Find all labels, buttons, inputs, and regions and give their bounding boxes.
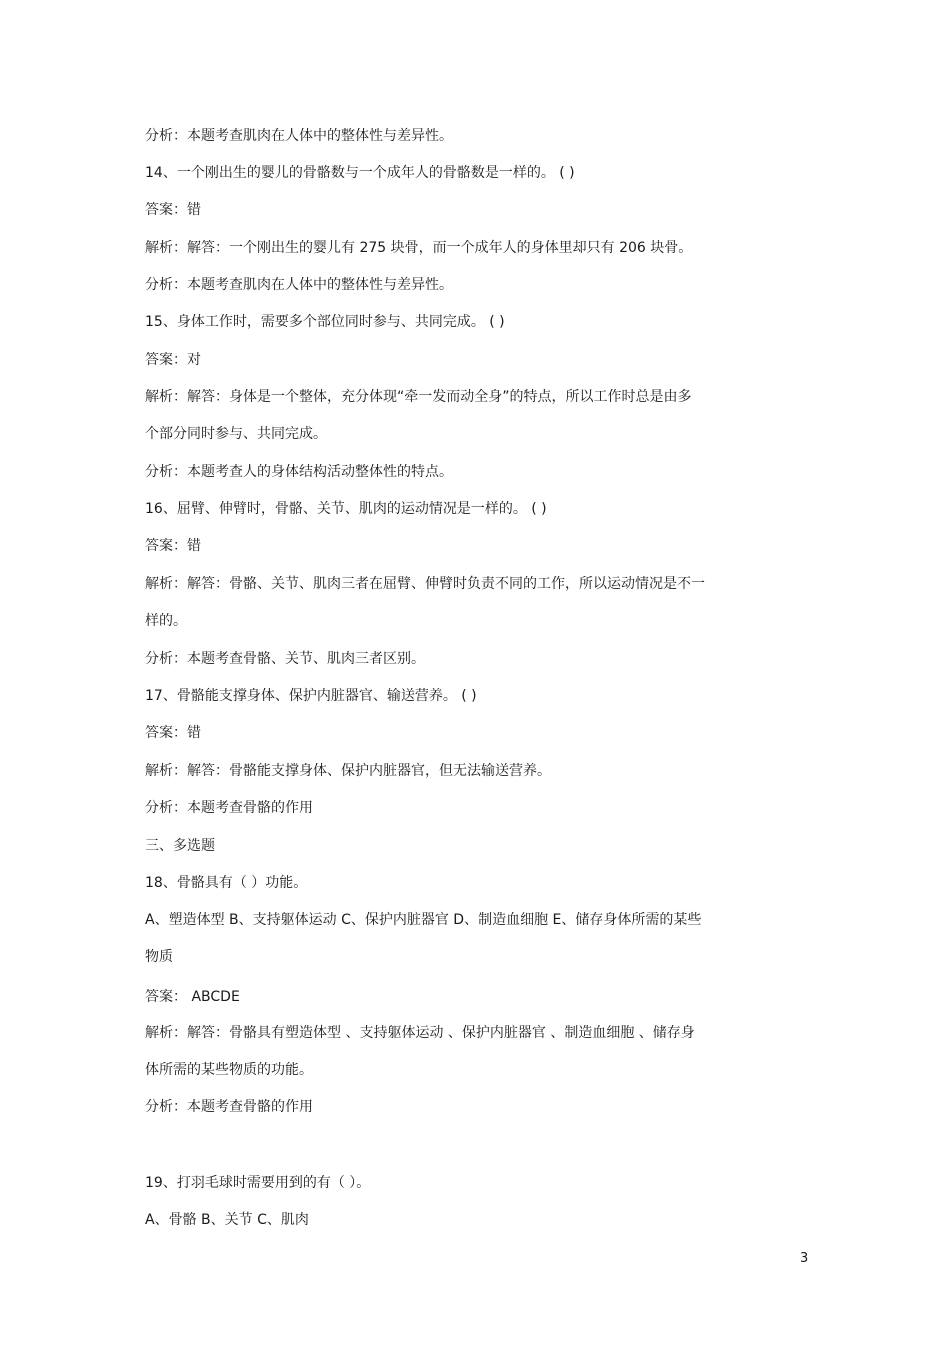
answer-14: 答案：错	[145, 202, 201, 218]
explanation-15-line-1: 解析：解答：身体是一个整体，充分体现“牵一发而动全身”的特点，所以工作时总是由多	[145, 389, 692, 405]
options-19: A、骨骼 B、关节 C、肌肉	[145, 1212, 309, 1228]
section-heading-multiple-choice: 三、多选题	[145, 838, 215, 854]
analysis-16: 分析：本题考查骨骼、关节、肌肉三者区别。	[145, 651, 425, 667]
options-18-line-2: 物质	[145, 949, 173, 965]
explanation-18-line-1: 解析：解答：骨骼具有塑造体型 、支持躯体运动 、保护内脏器官 、制造血细胞 、储存身	[145, 1025, 695, 1041]
answer-15: 答案：对	[145, 352, 201, 368]
explanation-18-line-2: 体所需的某些物质的功能。	[145, 1062, 313, 1078]
question-16: 16、屈臂、伸臂时，骨骼、关节、肌肉的运动情况是一样的。 ( )	[145, 501, 547, 517]
answer-16: 答案：错	[145, 538, 201, 554]
analysis-17: 分析：本题考查骨骼的作用	[145, 800, 313, 816]
options-18-line-1: A、塑造体型 B、支持躯体运动 C、保护内脏器官 D、制造血细胞 E、储存身体所需的某些	[145, 912, 702, 928]
answer-18: 答案： ABCDE	[145, 989, 240, 1005]
analysis-13: 分析：本题考查肌肉在人体中的整体性与差异性。	[145, 128, 453, 144]
analysis-18: 分析：本题考查骨骼的作用	[145, 1099, 313, 1115]
analysis-14: 分析：本题考查肌肉在人体中的整体性与差异性。	[145, 277, 453, 293]
question-19: 19、打羽毛球时需要用到的有（ ）。	[145, 1175, 371, 1191]
explanation-15-line-2: 个部分同时参与、共同完成。	[145, 426, 327, 442]
explanation-14: 解析：解答：一个刚出生的婴儿有 275 块骨，而一个成年人的身体里却只有 206 块骨。	[145, 240, 693, 256]
explanation-16-line-1: 解析：解答：骨骼、关节、肌肉三者在屈臂、伸臂时负责不同的工作，所以运动情况是不一	[145, 576, 705, 592]
question-17: 17、骨骼能支撑身体、保护内脏器官、输送营养。 ( )	[145, 688, 477, 704]
question-15: 15、身体工作时，需要多个部位同时参与、共同完成。 ( )	[145, 314, 505, 330]
explanation-17: 解析：解答：骨骼能支撑身体、保护内脏器官，但无法输送营养。	[145, 763, 551, 779]
analysis-15: 分析：本题考查人的身体结构活动整体性的特点。	[145, 464, 453, 480]
question-14: 14、一个刚出生的婴儿的骨骼数与一个成年人的骨骼数是一样的。 ( )	[145, 165, 575, 181]
page-number: 3	[800, 1251, 809, 1266]
answer-17: 答案：错	[145, 725, 201, 741]
question-18: 18、骨骼具有（ ）功能。	[145, 875, 308, 891]
explanation-16-line-2: 样的。	[145, 613, 187, 629]
